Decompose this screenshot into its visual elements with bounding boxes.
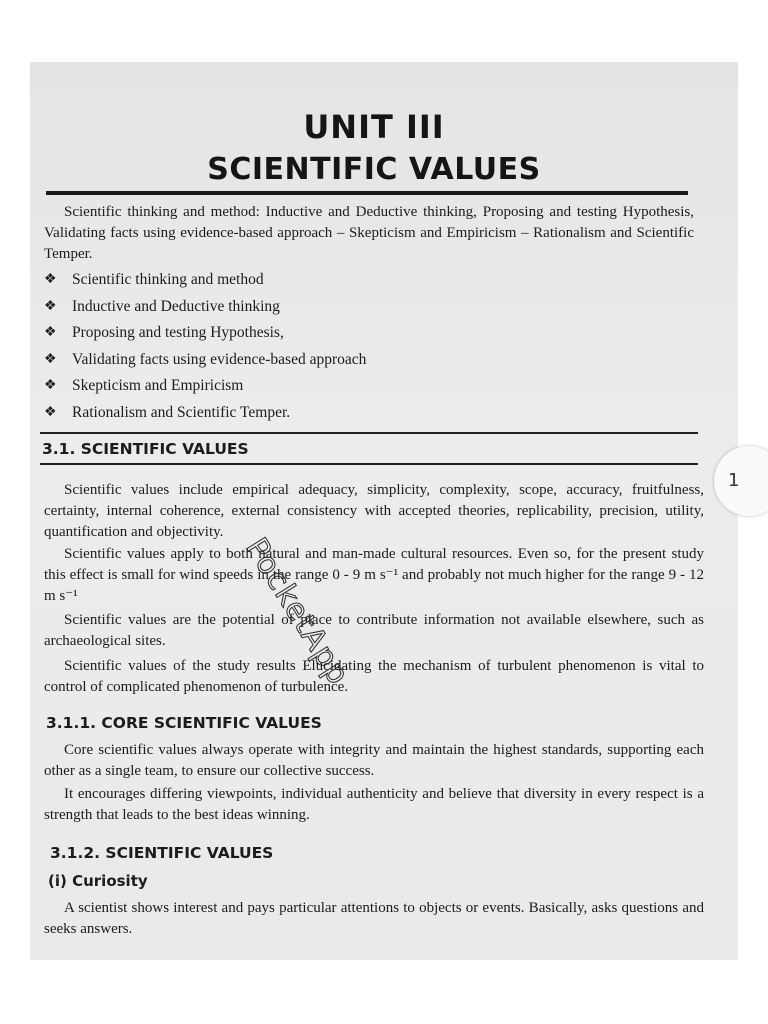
section-divider-bottom [40, 463, 698, 465]
diamond-bullet-icon: ❖ [44, 325, 57, 340]
diamond-bullet-icon: ❖ [44, 298, 57, 314]
paragraph: Core scientific values always operate with integrity and maintain the highest standards, supporting each other as a single team, to ensure our collective success. [44, 742, 704, 779]
diamond-bullet-icon: ❖ [44, 272, 57, 287]
topic-text: Skepticism and Empiricism [72, 377, 244, 394]
document-page [30, 62, 738, 960]
subheading-number: (i) [48, 872, 67, 890]
topic-text: Rationalism and Scientific Temper. [72, 403, 291, 421]
title-divider [46, 191, 688, 195]
paragraph: A scientist shows interest and pays particular attentions to objects or events. Basically, asks questions and seeks answers. [44, 900, 704, 937]
topic-item [44, 320, 684, 347]
topic-item [44, 347, 684, 374]
diamond-bullet-icon: ❖ [44, 404, 57, 420]
topic-item [44, 294, 684, 321]
subheading [48, 872, 148, 890]
topic-text: Inductive and Deductive thinking [72, 297, 280, 315]
section-heading-3-1-1: 3.1.1. CORE SCIENTIFIC VALUES [46, 714, 322, 732]
subheading-label: Curiosity [72, 872, 148, 890]
paragraph: Scientific values apply to both natural and man-made cultural resources. Even so, for the present study this effect is small for wind speeds in the range 0 - 9 m s⁻¹ and probably not much higher for the range 9 - 12 m s⁻¹ [44, 546, 704, 604]
section-heading-3-1: 3.1. SCIENTIFIC VALUES [42, 440, 249, 458]
section-heading-3-1-2: 3.1.2. SCIENTIFIC VALUES [50, 844, 274, 862]
topic-item [44, 373, 684, 400]
topic-text: Proposing and testing Hypothesis, [72, 324, 284, 341]
intro-paragraph: Scientific thinking and method: Inductive and Deductive thinking, Proposing and testing Hypothesis, Validating facts using evidence-based approach – Skepticism and Empiricism – Rationalism and Scientific Temper. [44, 204, 694, 262]
topic-text: Validating facts using evidence-based approach [72, 350, 367, 368]
topic-item [44, 267, 684, 294]
diamond-bullet-icon: ❖ [44, 378, 57, 393]
watermark-text: PocketApp [238, 532, 356, 692]
paragraph: Scientific values of the study results Elucidating the mechanism of turbulent phenomenon is vital to control of complicated phenomenon of turbulence. [44, 658, 704, 695]
chapter-title: SCIENTIFIC VALUES [207, 152, 541, 187]
unit-label: UNIT III [303, 108, 445, 146]
paragraph: It encourages differing viewpoints, individual authenticity and believe that diversity in every respect is a strength that leads to the best ideas winning. [44, 786, 704, 823]
paragraph: Scientific values include empirical adequacy, simplicity, complexity, scope, accuracy, fruitfulness, certainty, internal coherence, external consistency with accepted theories, replicability, precision, utility, quantification and objectivity. [44, 482, 704, 540]
topic-text: Scientific thinking and method [72, 271, 264, 288]
topic-item [44, 400, 684, 427]
diamond-bullet-icon: ❖ [44, 351, 57, 367]
topic-list [44, 267, 684, 426]
page-indicator-number: 1 [728, 470, 740, 491]
paragraph: Scientific values are the potential of place to contribute information not available elsewhere, such as archaeological sites. [44, 612, 704, 649]
section-divider-top [40, 432, 698, 434]
